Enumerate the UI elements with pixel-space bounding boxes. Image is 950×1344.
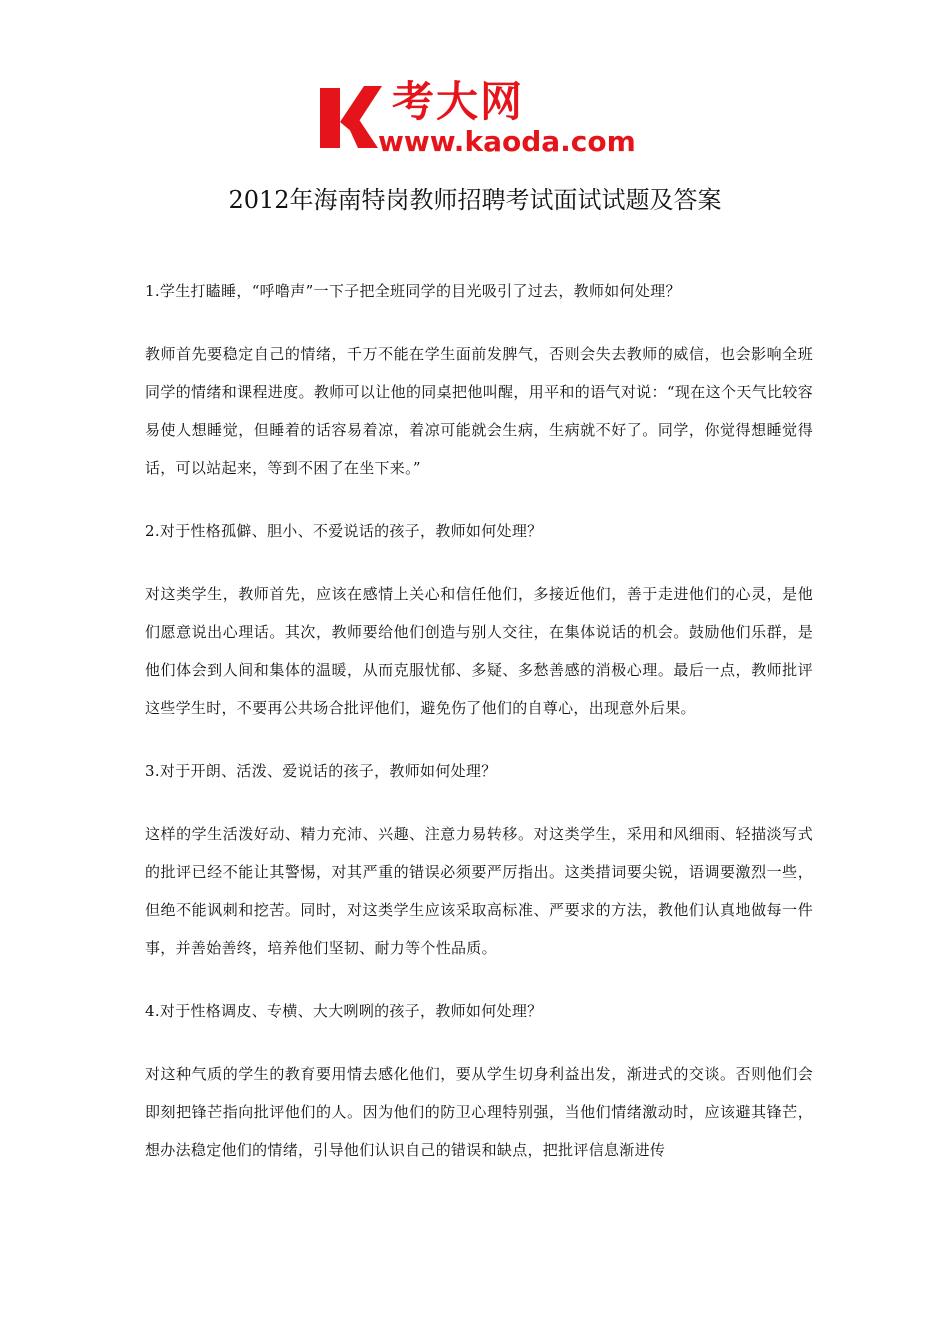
- question-3: 3.对于开朗、活泼、爱说话的孩子，教师如何处理？: [145, 762, 497, 780]
- answer-4: 对这种气质的学生的教育要用情去感化他们，要从学生切身利益出发，渐进式的交谈。否则他们会即刻把锋芒指向批评他们的人。因为他们的防卫心理特别强，当他们情绪激动时，应该避其锋芒，想办法稳定他们的情绪，引导他们认识自己的错误和缺点，把批评信息渐进传: [145, 1065, 813, 1159]
- logo-brand-text: 考大网: [392, 77, 525, 126]
- question-1: 1.学生打瞌睡，“呼噜声”一下子把全班同学的目光吸引了过去，教师如何处理？: [145, 282, 681, 300]
- answer-2: 对这类学生，教师首先，应该在感情上关心和信任他们，多接近他们，善于走进他们的心灵，是他们愿意说出心理话。其次，教师要给他们创造与别人交往，在集体说话的机会。鼓励他们乐群，是他们体会到人间和集体的温暖，从而克服忧郁、多疑、多愁善感的消极心理。最后一点，教师批评这些学生时，不要再公共场合批评他们，避免伤了他们的自尊心，出现意外后果。: [145, 585, 813, 717]
- answer-1: 教师首先要稳定自己的情绪，千万不能在学生面前发脾气，否则会失去教师的威信，也会影响全班同学的情绪和课程进度。教师可以让他的同桌把他叫醒，用平和的语气对说：“现在这个天气比较容易使人想睡觉，但睡着的话容易着凉，着凉可能就会生病，生病就不好了。同学，你觉得想睡觉得话，可以站起来，等到不困了在坐下来。”: [145, 345, 813, 477]
- document-title: 2012年海南特岗教师招聘考试面试试题及答案: [228, 186, 722, 214]
- answer-3: 这样的学生活泼好动、精力充沛、兴趣、注意力易转移。对这类学生，采用和风细雨、轻描淡写式的批评已经不能让其警惕，对其严重的错误必须要严厉指出。这类措词要尖锐，语调要激烈一些，但绝不能讽刺和挖苦。同时，对这类学生应该采取高标准、严要求的方法，教他们认真地做每一件事，并善始善终，培养他们坚韧、耐力等个性品质。: [145, 825, 813, 957]
- question-4: 4.对于性格调皮、专横、大大咧咧的孩子，教师如何处理？: [145, 1002, 543, 1020]
- document-body: [145, 272, 813, 1194]
- logo-k-icon: [318, 82, 384, 154]
- question-2: 2.对于性格孤僻、胆小、不爱说话的孩子，教师如何处理？: [145, 522, 543, 540]
- kaoda-logo: [318, 78, 638, 160]
- logo-url-text: www.kaoda.com: [378, 125, 636, 158]
